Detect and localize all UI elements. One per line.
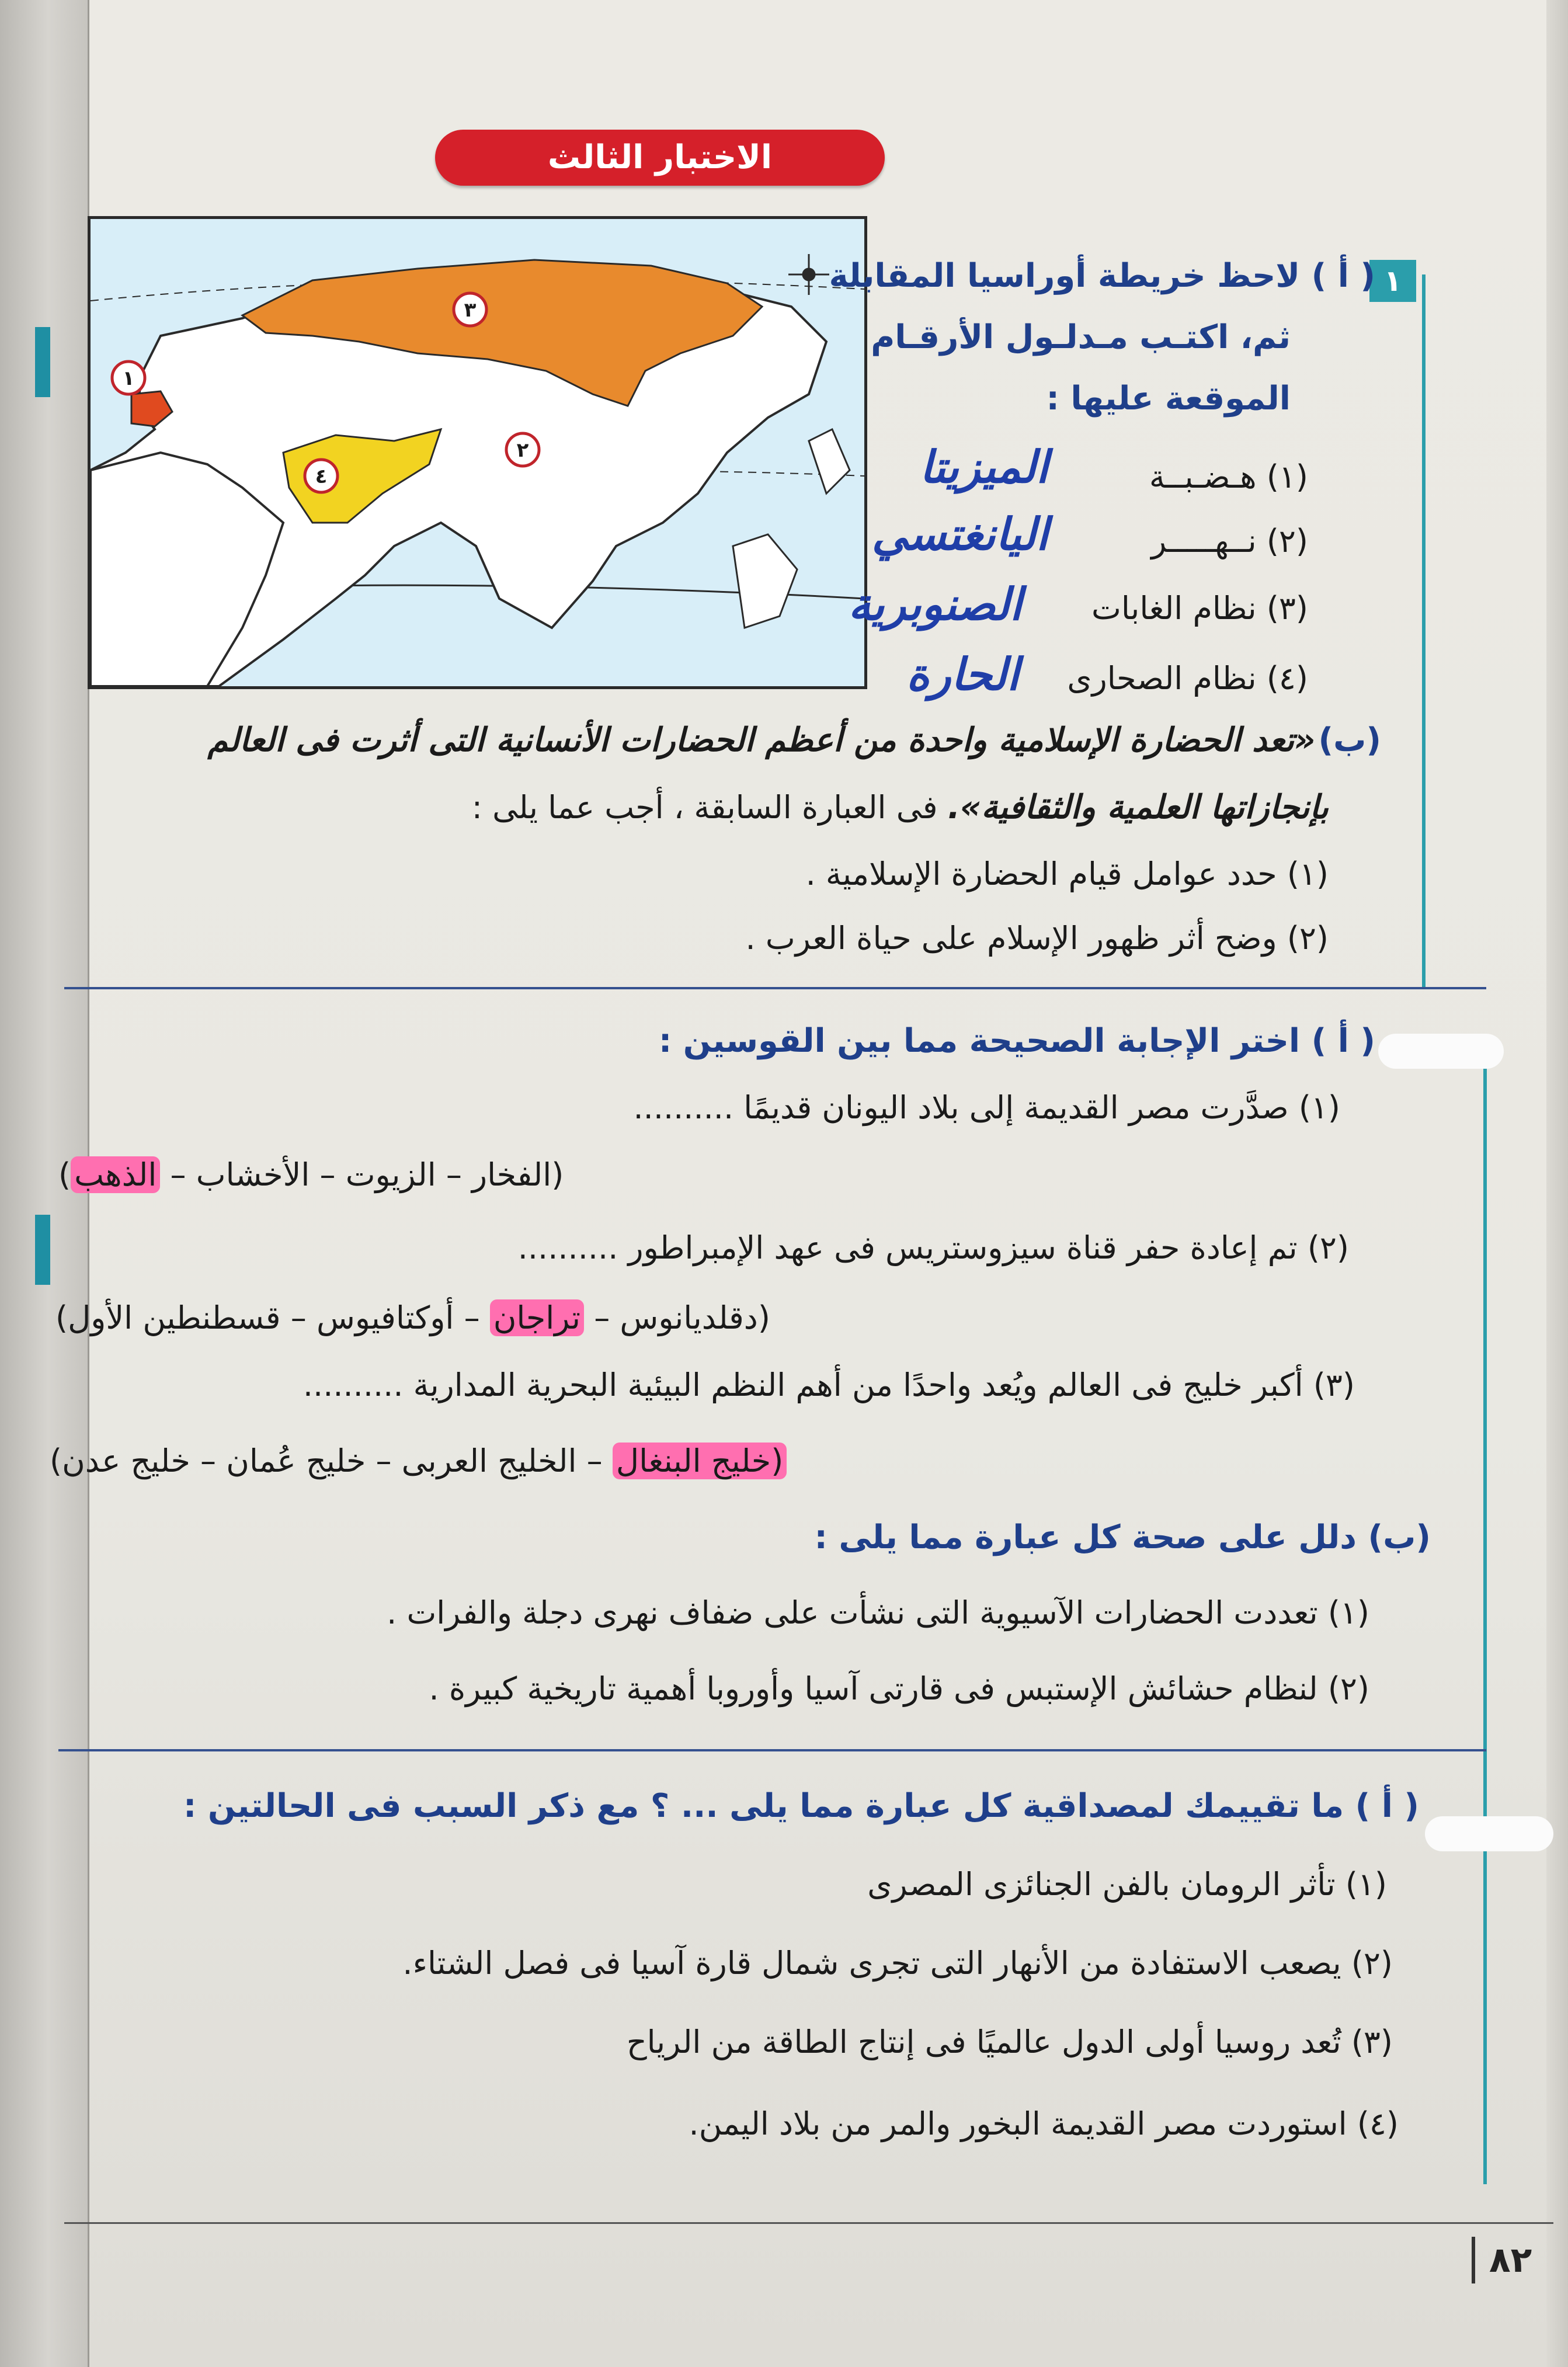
- q3-a-item4: (٤) استوردت مصر القديمة البخور والمر من بلاد اليمن.: [689, 2105, 1399, 2142]
- q1-b-quote-line2: بإنجازاتها العلمية والثقافية».: [947, 788, 1329, 826]
- q1-a-item1-answer: الميزيتا: [919, 441, 1048, 493]
- q1-a-item2-answer: اليانغتسي: [871, 508, 1048, 560]
- section-divider: [58, 1749, 1486, 1751]
- q1-a-item3-answer: الصنوبرية: [848, 578, 1022, 630]
- q1-b-line1: [208, 721, 1381, 759]
- highlighted-answer: الذهب: [71, 1156, 160, 1193]
- q2-a-q1-options: (الفخار – الزيوت – الأخشاب – الذهب): [58, 1156, 564, 1193]
- question-number-1: ١: [1369, 260, 1416, 302]
- test-title: الاختبار الثالث: [435, 130, 885, 186]
- previous-page-marker: [35, 1215, 50, 1285]
- q3-a-heading: ( أ ) ما تقييمك لمصداقية كل عبارة مما يلى ... ؟ مع ذكر السبب فى الحالتين :: [183, 1787, 1419, 1825]
- q1-b-instruction: فى العبارة السابقة ، أجب عما يلى :: [471, 789, 948, 826]
- q3-number-covered: [1425, 1816, 1553, 1851]
- q2-a-q2-text: (٢) تم إعادة حفر قناة سيزوستريس فى عهد الإمبراطور ..........: [517, 1229, 1349, 1266]
- q2-a-q1-text: (١) صدَّرت مصر القديمة إلى بلاد اليونان قديمًا ..........: [633, 1089, 1340, 1126]
- q2-number-covered: [1378, 1034, 1504, 1069]
- q2-b-item2: (٢) لنظام حشائش الإستبس فى قارتى آسيا وأوروبا أهمية تاريخية كبيرة .: [429, 1670, 1369, 1707]
- q1-a-line1: ( أ ) لاحظ خريطة أوراسيا المقابلة: [829, 257, 1375, 295]
- q1-a-item3-label: (٣) نظام الغابات: [1091, 590, 1308, 627]
- q1-a-line2: ثم، اكتـب مـدلـول الأرقـام: [871, 318, 1291, 356]
- q3-a-item2: (٢) يصعب الاستفادة من الأنهار التى تجرى شمال قارة آسيا فى فصل الشتاء.: [402, 1945, 1393, 1982]
- q1-b-item1: (١) حدد عوامل قيام الحضارة الإسلامية .: [805, 856, 1329, 892]
- q2-a-heading: ( أ ) اختر الإجابة الصحيحة مما بين القوسين :: [658, 1022, 1375, 1060]
- q1-a-line3: الموقعة عليها :: [1046, 380, 1291, 418]
- q1-b-quote-line1: «تعد الحضارة الإسلامية واحدة من أعظم الحضارات الأنسانية التى أثرت فى العالم: [207, 721, 1316, 759]
- page-number: ٨٢: [1489, 2240, 1532, 2281]
- map-marker-3: ٣: [464, 298, 477, 322]
- q2-a-q3-text: (٣) أكبر خليج فى العالم ويُعد واحدًا من أهم النظم البيئية البحرية المدارية ..........: [303, 1367, 1355, 1403]
- eurasia-map: [88, 216, 867, 689]
- q1-a-item4-label: (٤) نظام الصحارى: [1067, 660, 1308, 697]
- q1-b-line2: [472, 788, 1329, 826]
- highlighted-answer: تراجان: [490, 1299, 584, 1336]
- q2-a-q2-options: (دقلديانوس – تراجان – أوكتافيوس – قسطنطين الأول): [55, 1299, 770, 1336]
- section-divider: [64, 987, 1486, 989]
- q1-b-item2: (٢) وضح أثر ظهور الإسلام على حياة العرب .: [745, 920, 1329, 957]
- previous-page-marker: [35, 327, 50, 397]
- frame-line: [1483, 1045, 1487, 2184]
- footer-tick: [1472, 2237, 1475, 2283]
- q2-b-heading: (ب) دلل على صحة كل عبارة مما يلى :: [814, 1518, 1431, 1556]
- q1-a-item1-label: (١) هـضـبــة: [1149, 458, 1308, 495]
- map-marker-2: ٢: [516, 439, 529, 462]
- q2-b-item1: (١) تعددت الحضارات الآسيوية التى نشأت على ضفاف نهرى دجلة والفرات .: [387, 1594, 1369, 1631]
- q1-a-item2-label: (٢) نــهـــــر: [1151, 523, 1308, 559]
- frame-line: [1422, 274, 1426, 987]
- map-marker-4: ٤: [315, 465, 328, 488]
- q2-a-q3-options: (خليج البنغال – الخليج العربى – خليج عُمان – خليج عدن): [50, 1443, 787, 1479]
- q1-b-label: (ب): [1318, 721, 1381, 759]
- q3-a-item1: (١) تأثر الرومان بالفن الجنائزى المصرى: [867, 1866, 1387, 1903]
- map-marker-1: ١: [122, 367, 135, 390]
- footer-rule: [64, 2222, 1553, 2224]
- highlighted-answer: (خليج البنغال: [613, 1443, 787, 1479]
- q1-a-item4-answer: الحارة: [906, 648, 1019, 700]
- page-edge: [1546, 0, 1568, 2367]
- q3-a-item3: (٣) تُعد روسيا أولى الدول عالميًا فى إنتاج الطاقة من الرياح: [626, 2024, 1393, 2060]
